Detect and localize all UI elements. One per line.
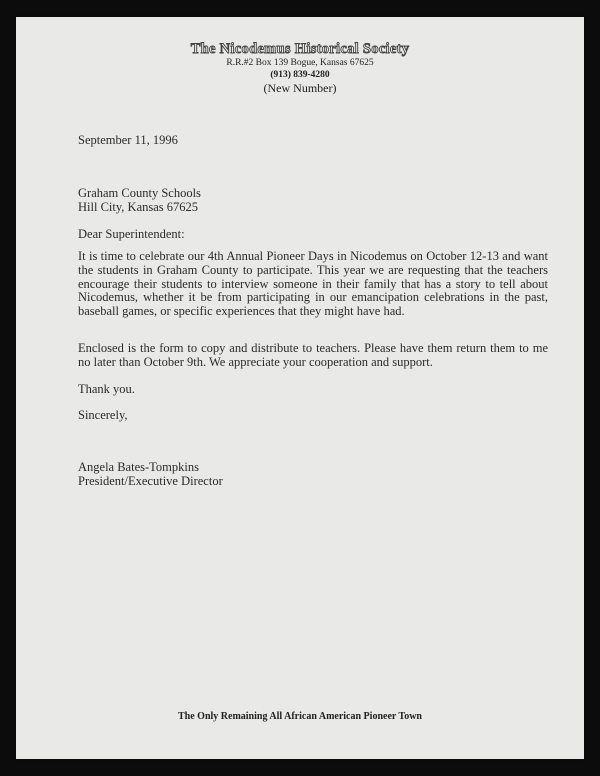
letter-page — [16, 17, 584, 759]
footer-tagline: The Only Remaining All African American Pioneer Town — [178, 711, 422, 722]
salutation: Dear Superintendent: — [78, 227, 185, 241]
signer-name: Angela Bates-Tompkins — [78, 460, 199, 474]
org-name: The Nicodemus Historical Society — [190, 41, 410, 57]
signature-block — [78, 461, 548, 489]
org-address: R.R.#2 Box 139 Bogue, Kansas 67625 — [226, 58, 374, 68]
phone-note: (New Number) — [263, 81, 337, 95]
closing: Sincerely, — [78, 408, 128, 422]
paragraph-1: It is time to celebrate our 4th Annual Pioneer Days in Nicodemus on October 12-13 and want the students in Graham County to participate. This year we are requesting that the teachers encourage their students to interview someone in their family that has a story to tell about Nicodemus, whether it be from participating in our emancipation celebrations in the past, baseball games, or specific experiences that they might have had. — [78, 249, 548, 319]
recipient-line-2: Hill City, Kansas 67625 — [78, 199, 199, 214]
signer-title: President/Executive Director — [78, 473, 223, 488]
recipient-block — [78, 187, 548, 215]
org-phone: (913) 839-4280 — [270, 70, 330, 80]
recipient-line-1: Graham County Schools — [78, 186, 201, 200]
letter-date: September 11, 1996 — [78, 133, 178, 147]
paragraph-2: Enclosed is the form to copy and distribute to teachers. Please have them return them to me no later than October 9th. We appreciate your cooperation and support. — [78, 341, 548, 369]
thank-you: Thank you. — [78, 382, 135, 396]
